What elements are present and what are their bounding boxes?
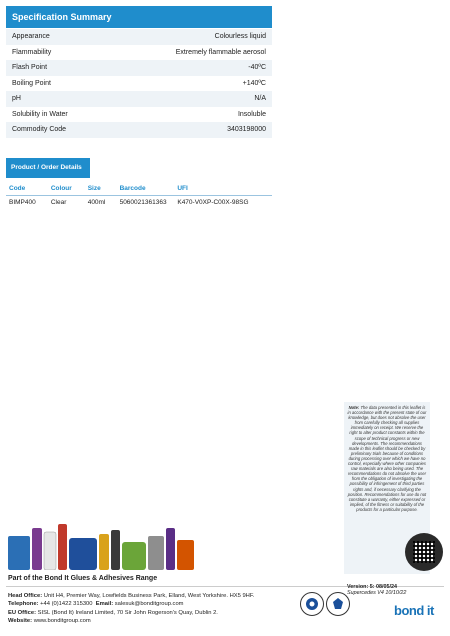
- spec-value: 3403198000: [227, 126, 266, 133]
- range-title: Part of the Bond It Glues & Adhesives Range: [8, 575, 158, 582]
- order-details-header: Product / Order Details: [6, 158, 90, 178]
- spec-value: -40ºC: [248, 64, 266, 71]
- ukas-badge-icon: [326, 592, 350, 616]
- spec-row: [6, 29, 272, 45]
- spec-label: Commodity Code: [12, 126, 67, 133]
- product-range-image: [6, 522, 196, 570]
- column-header: Size: [87, 185, 101, 192]
- eu-office-label: EU Office:: [8, 609, 37, 616]
- spec-table: [6, 29, 272, 138]
- version-info: [347, 584, 406, 596]
- spec-row: [6, 45, 272, 61]
- cell-ufi: K470-V0XP-C00X-98SG: [177, 199, 249, 206]
- spec-value: N/A: [254, 95, 266, 102]
- head-office-label: Head Office:: [8, 593, 43, 599]
- column-header: Barcode: [119, 185, 146, 192]
- spec-summary-header: Specification Summary: [6, 6, 272, 28]
- bond-it-logo: bond it: [394, 603, 434, 618]
- cell-barcode: 5060021361363: [119, 199, 167, 206]
- email-label: Email:: [95, 601, 114, 608]
- spec-label: Appearance: [12, 33, 50, 40]
- qr-code-icon: [413, 541, 435, 563]
- version-line: Version: 5: 08/05/24: [347, 584, 398, 590]
- spec-row: [6, 122, 272, 138]
- cell-colour: Clear: [50, 199, 67, 206]
- telephone-label: Telephone:: [8, 601, 39, 608]
- spec-value: Colourless liquid: [214, 33, 266, 40]
- head-office-address: Unit H4, Premier Way, Lowfields Business Park, Elland, West Yorkshire. HX5 9HF.: [43, 593, 255, 599]
- eu-office-address: SISL (Bond It) Ireland Limited, 70 Sir John Rogerson's Quay, Dublin 2.: [37, 609, 218, 616]
- order-table: [6, 182, 272, 209]
- qr-badge-icon: [405, 533, 443, 571]
- table-row: [6, 196, 272, 209]
- order-header-row: [6, 182, 272, 196]
- spec-value: +140ºC: [242, 79, 266, 87]
- spec-row: [6, 76, 272, 92]
- spec-label: Flash Point: [12, 64, 48, 71]
- spec-row: [6, 107, 272, 123]
- column-header: Code: [9, 185, 26, 192]
- note-text: The data presented in this leaflet is in accordance with the present state of our knowledge, but does not absolve the user from carefully checking all supplies immediately on receipt. We reserve the right to alter product constants within the scope of technical progress or new developments. The recommendations made in this leaflet should be checked by preliminary trials because of conditions during processing over which we have no control, especially where other companies raw materials are also being used. The recommendations do not absolve the user from the obligation of investigating the possibility of infringement of third parties rights and, if necessary clarifying the position. Recommendations for use do not constitute a warranty, either expressed or implied, of the fitness or suitability of the products for a particular purpose.: [347, 405, 427, 512]
- spec-label: Boiling Point: [12, 79, 51, 87]
- spec-label: Flammability: [12, 48, 52, 56]
- footer-contact: [8, 592, 308, 626]
- note-lead: Note:: [348, 405, 360, 410]
- column-header: UFI: [177, 185, 188, 192]
- supercedes-line: Supercedes V4 10/10/22: [347, 590, 407, 596]
- spec-label: pH: [12, 95, 21, 102]
- website-link[interactable]: www.bonditgroup.com: [33, 618, 91, 625]
- cell-size: 400ml: [87, 199, 106, 206]
- cell-code: BIMP400: [9, 199, 36, 206]
- telephone-number: +44 (0)1422 315300: [40, 601, 93, 608]
- spec-row: [6, 91, 272, 107]
- email-address[interactable]: salesuk@bonditgroup.com: [114, 601, 184, 608]
- spec-row: [6, 60, 272, 76]
- website-label: Website:: [8, 618, 33, 625]
- spec-label: Solubility in Water: [12, 110, 68, 118]
- spec-value: Insoluble: [237, 110, 266, 118]
- column-header: Colour: [50, 185, 72, 192]
- spec-value: Extremely flammable aerosol: [175, 48, 266, 56]
- certification-badge-icon: [300, 592, 324, 616]
